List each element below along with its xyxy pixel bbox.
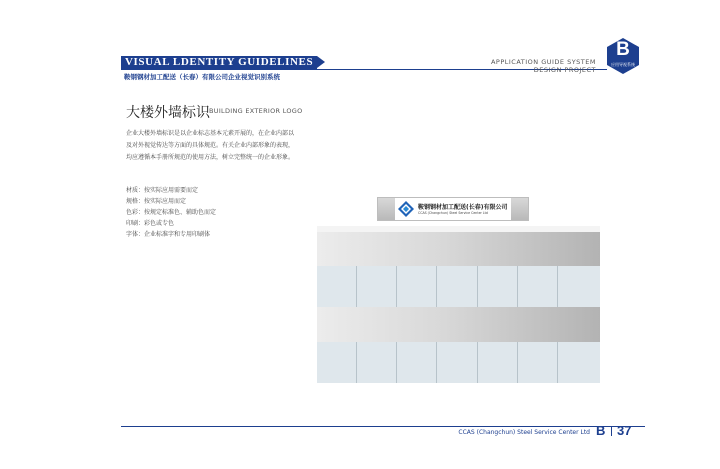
- spec-printing: 印刷：彩色或专色: [126, 220, 175, 227]
- window-mullion: [436, 342, 437, 383]
- window-mullion: [557, 266, 558, 307]
- spec-font: 字体：企业标准字和专用印刷体: [126, 231, 211, 238]
- sign-company-name-en: CCAS (Changchun) Steel Service Center Ltd: [418, 211, 488, 215]
- window-mullion: [557, 342, 558, 383]
- footer-section-letter: B: [596, 423, 606, 438]
- spec-list: [126, 185, 296, 240]
- window-mullion: [396, 342, 397, 383]
- window-mullion: [356, 266, 357, 307]
- window-mullion: [477, 342, 478, 383]
- window-mullion: [396, 266, 397, 307]
- facade-band-lower: [317, 307, 600, 342]
- window-row-upper: [317, 266, 600, 307]
- footer-separator: [611, 426, 612, 436]
- window-mullion: [517, 342, 518, 383]
- section-title-cn: 大楼外墙标识: [126, 105, 210, 121]
- section-description: 企业大楼外墙标识是以企业标志基本元素开展的，在企业内部以及对外视觉传达等方面的具体规范。有关企业内部形象的表现，均应遵循本手册所规范的使用方法，树立完整统一的企业形象。: [126, 130, 295, 161]
- section-title-en: BUILDING EXTERIOR LOGO: [209, 107, 303, 115]
- application-guide-label: APPLICATION GUIDE SYSTEM: [490, 58, 596, 66]
- footer-divider: [121, 426, 645, 427]
- spec-size: 规格：按实际应用而定: [126, 198, 187, 205]
- window-mullion: [356, 342, 357, 383]
- window-row-lower: [317, 342, 600, 383]
- section-badge-letter: B: [616, 39, 630, 60]
- facade-band-upper: [317, 232, 600, 266]
- title-arrow-decoration: [317, 56, 325, 68]
- window-mullion: [436, 266, 437, 307]
- spec-color: 色彩：按规定标准色、辅助色而定: [126, 209, 217, 216]
- page-number: 37: [617, 423, 632, 438]
- design-project-label: DESIGN PROJECT: [533, 66, 596, 74]
- building-facade: [317, 226, 600, 383]
- guidelines-title: VISUAL LDENTITY GUIDELINES: [121, 56, 317, 69]
- company-subtitle: 鞍钢钢材加工配送（长春）有限公司企业视觉识别系统: [124, 73, 280, 81]
- spec-material: 材质：按实际应用需要而定: [126, 187, 199, 194]
- window-mullion: [477, 266, 478, 307]
- sign-company-name-cn: 鞍钢钢材加工配送(长春)有限公司: [418, 204, 508, 211]
- footer-company-name: CCAS (Changchun) Steel Service Center Ltd: [458, 429, 590, 436]
- section-badge-label: 应用导视系统: [611, 62, 635, 67]
- window-mullion: [517, 266, 518, 307]
- angang-logo-icon: [397, 200, 415, 218]
